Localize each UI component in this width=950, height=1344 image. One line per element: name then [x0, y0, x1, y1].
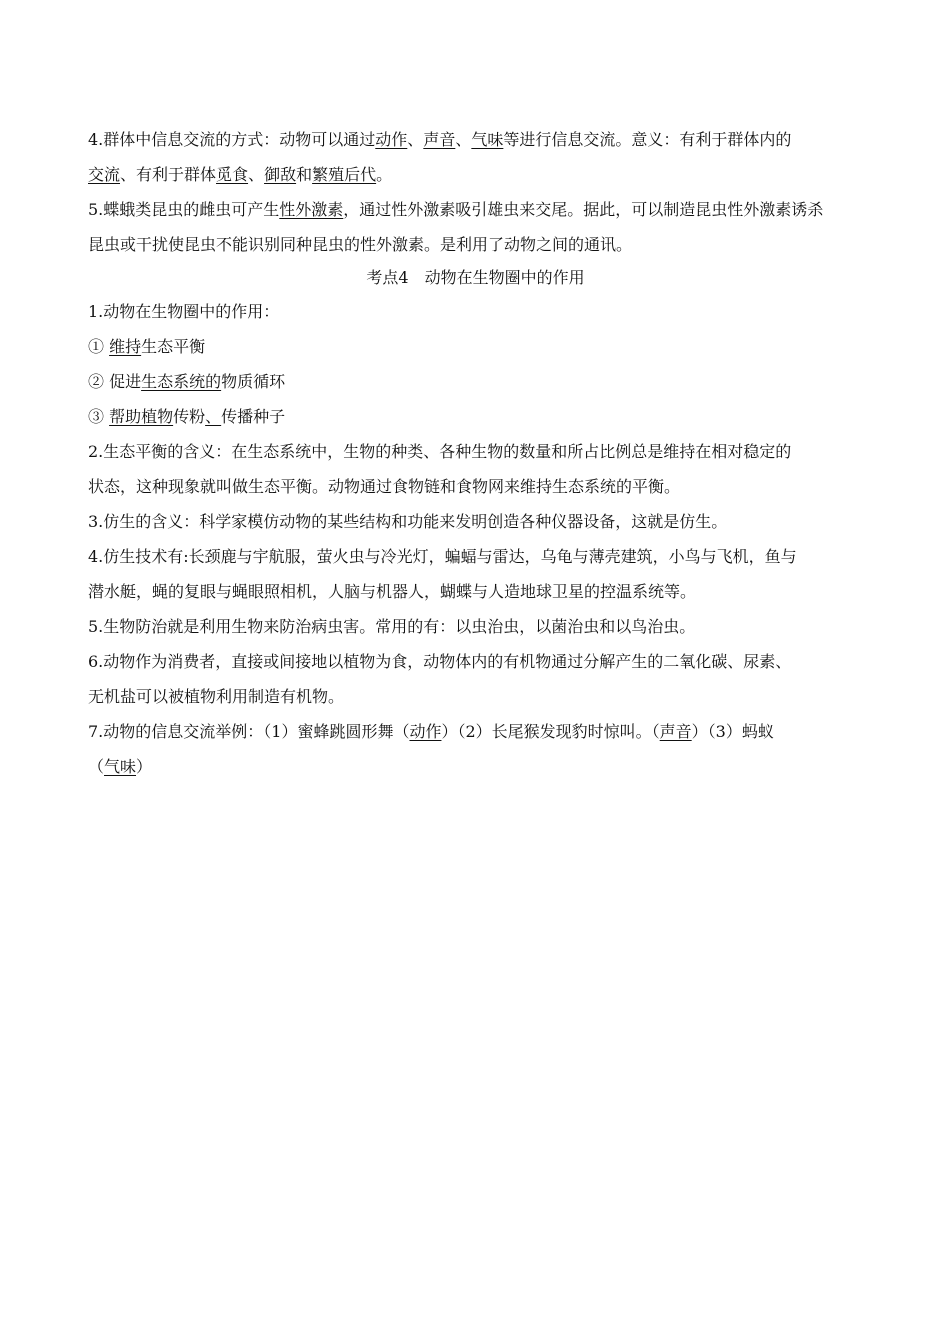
underlined-answer: 、: [205, 407, 222, 426]
text-span: 5.生物防治就是利用生物来防治病虫害。常用的有：以虫治虫，以菌治虫和以鸟治虫。: [88, 617, 696, 636]
section-title: [88, 262, 863, 294]
text-span: 4.群体中信息交流的方式：动物可以通过: [88, 130, 376, 149]
underlined-answer: 动作: [409, 722, 442, 741]
text-line: [88, 644, 863, 679]
text-line: [88, 227, 863, 262]
text-line: [88, 679, 863, 714]
underlined-answer: 维持: [109, 337, 142, 356]
text-line: [88, 749, 863, 784]
text-line: [88, 329, 863, 364]
text-span: 5.蝶蛾类昆虫的雌虫可产生: [88, 200, 280, 219]
underlined-answer: 帮助植物: [109, 407, 174, 426]
text-span: （: [88, 757, 105, 776]
underlined-answer: 声音: [659, 722, 692, 741]
text-line: [88, 122, 863, 157]
text-line: [88, 504, 863, 539]
underlined-answer: 气味: [471, 130, 504, 149]
underlined-answer: 御敌: [264, 165, 297, 184]
text-line: [88, 714, 863, 749]
text-span: 、有利于群体: [120, 165, 217, 184]
underlined-answer: 生态系统的: [141, 372, 222, 391]
text-span: 考点4 动物在生物圈中的作用: [366, 268, 585, 287]
underlined-answer: 繁殖后代: [312, 165, 377, 184]
text-span: ）（2）长尾猴发现豹时惊叫。（: [441, 722, 660, 741]
text-line: [88, 157, 863, 192]
text-span: ③: [88, 407, 110, 426]
text-line: [88, 539, 863, 574]
text-line: [88, 609, 863, 644]
text-span: 2.生态平衡的含义：在生态系统中，生物的种类、各种生物的数量和所占比例总是维持在相对稳定的: [88, 442, 792, 461]
text-span: ② 促进: [88, 372, 142, 391]
text-span: 潜水艇，蝇的复眼与蝇眼照相机，人脑与机器人，蝴蝶与人造地球卫星的控温系统等。: [88, 582, 697, 601]
text-span: 6.动物作为消费者，直接或间接地以植物为食，动物体内的有机物通过分解产生的二氧化碳、尿素、: [88, 652, 792, 671]
text-span: 状态，这种现象就叫做生态平衡。动物通过食物链和食物网来维持生态系统的平衡。: [88, 477, 681, 496]
text-span: ）（3）蚂蚁: [691, 722, 774, 741]
text-span: 物质循环: [221, 372, 286, 391]
document-body: [88, 122, 863, 784]
text-span: 、: [407, 130, 424, 149]
text-span: 。: [376, 165, 393, 184]
text-line: [88, 364, 863, 399]
text-line: [88, 434, 863, 469]
text-span: 昆虫或干扰使昆虫不能识别同种昆虫的性外激素。是利用了动物之间的通讯。: [88, 235, 633, 254]
text-span: 传粉: [173, 407, 206, 426]
text-span: ，通过性外激素吸引雄虫来交尾。据此，可以制造昆虫性外激素诱杀: [343, 200, 824, 219]
text-span: 7.动物的信息交流举例：（1）蜜蜂跳圆形舞（: [88, 722, 410, 741]
text-span: ①: [88, 337, 110, 356]
text-span: 、: [455, 130, 472, 149]
text-line: [88, 294, 863, 329]
text-span: 、: [248, 165, 265, 184]
text-span: 传播种子: [221, 407, 286, 426]
text-span: ）: [136, 757, 153, 776]
underlined-answer: 气味: [104, 757, 137, 776]
text-line: [88, 192, 863, 227]
text-line: [88, 399, 863, 434]
text-span: 和: [296, 165, 313, 184]
underlined-answer: 交流: [88, 165, 121, 184]
text-line: [88, 469, 863, 504]
underlined-answer: 声音: [423, 130, 456, 149]
underlined-answer: 动作: [375, 130, 408, 149]
text-span: 生态平衡: [141, 337, 206, 356]
text-span: 无机盐可以被植物利用制造有机物。: [88, 687, 345, 706]
text-span: 1.动物在生物圈中的作用：: [88, 302, 280, 321]
text-span: 4.仿生技术有:长颈鹿与宇航服，萤火虫与冷光灯，蝙蝠与雷达，乌龟与薄壳建筑，小鸟与飞机，鱼与: [88, 547, 797, 566]
text-line: [88, 574, 863, 609]
text-span: 3.仿生的含义：科学家模仿动物的某些结构和功能来发明创造各种仪器设备，这就是仿生。: [88, 512, 728, 531]
text-span: 等进行信息交流。意义：有利于群体内的: [503, 130, 792, 149]
underlined-answer: 性外激素: [279, 200, 344, 219]
underlined-answer: 觅食: [216, 165, 249, 184]
